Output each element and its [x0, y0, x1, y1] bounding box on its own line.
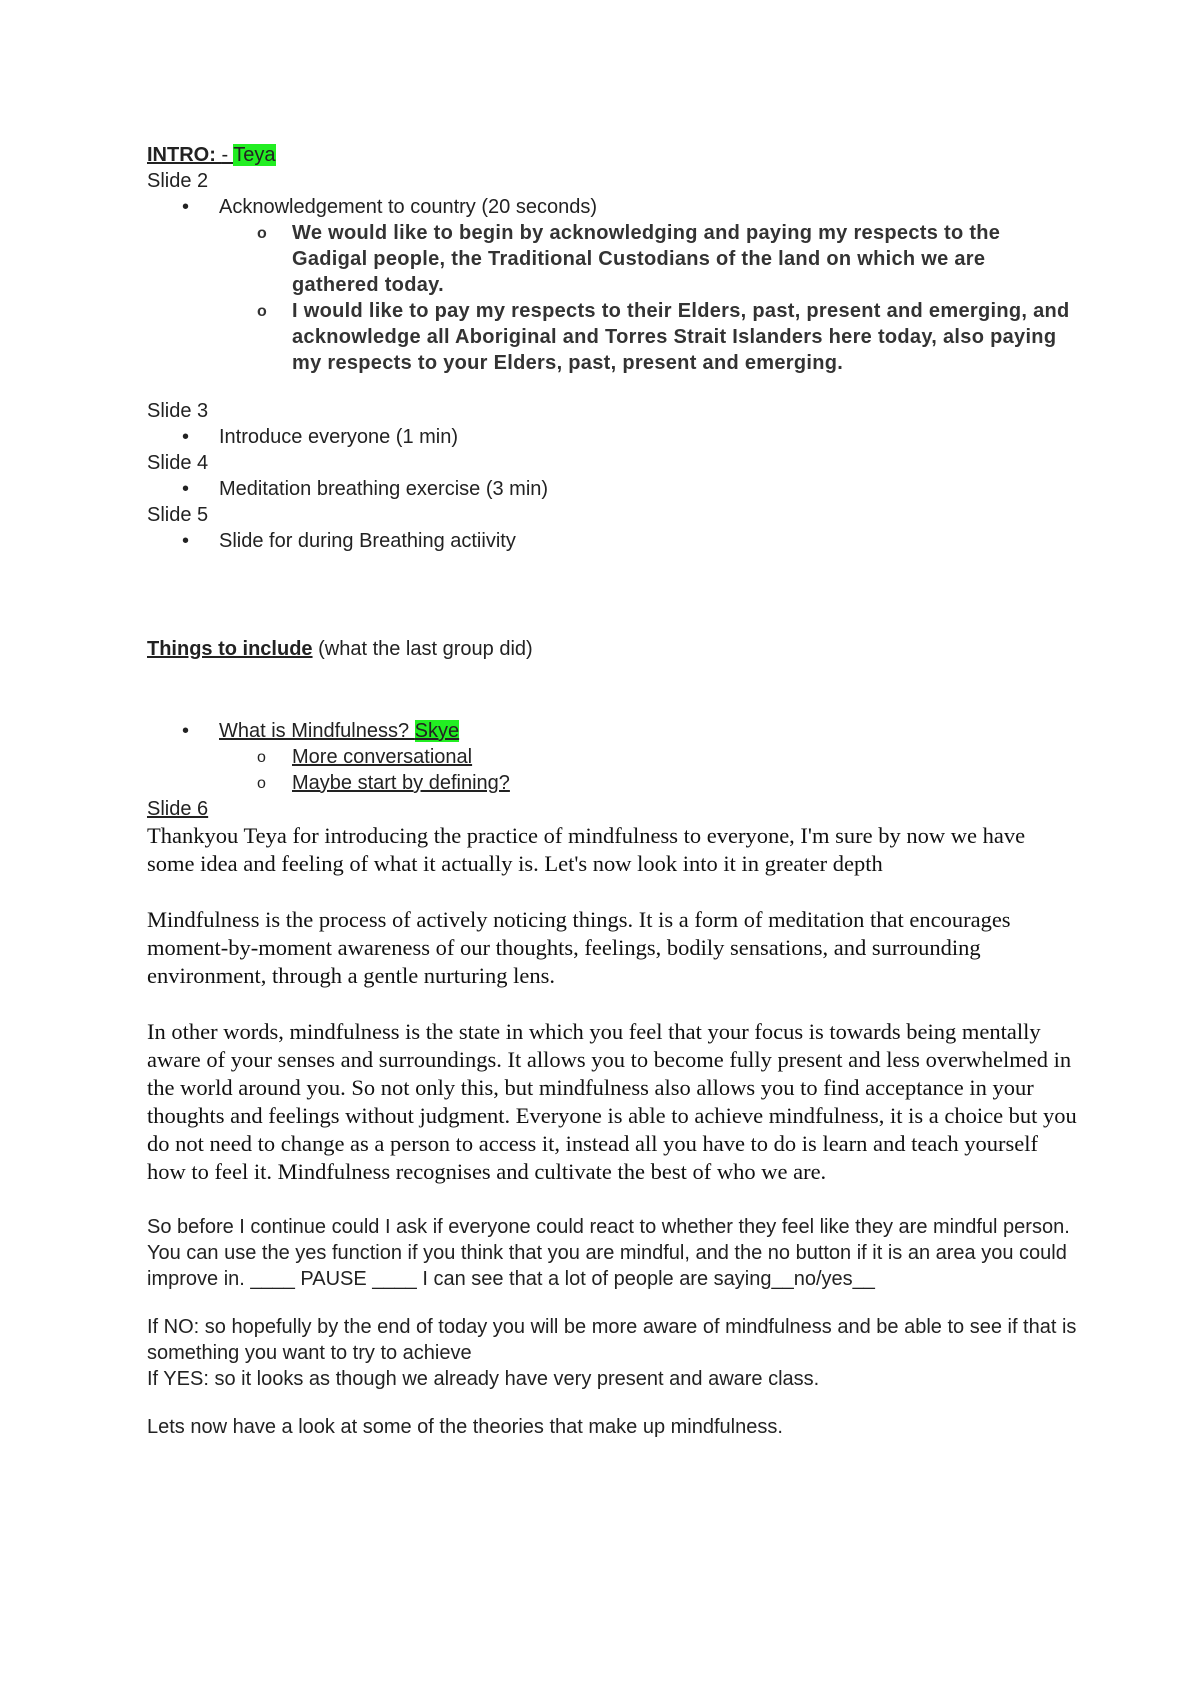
slide-2-bullet-text: Acknowledgement to country (20 seconds) — [219, 196, 597, 218]
slide-6-para-4: So before I continue could I ask if everyone could react to whether they feel like they are mindful person. You can use the yes function if you think that you are mindful, and the no button if it is an area you could improve in. ____ PAUSE ____ I can see that a lot of people are saying__no/yes__ — [147, 1216, 1070, 1290]
circle-bullet-icon: o — [257, 303, 268, 320]
things-note: (what the last group did) — [312, 638, 533, 660]
slide-2-label: Slide 2 — [147, 170, 209, 192]
bullet-icon: • — [182, 720, 190, 742]
slide-5-bullet-text: Slide for during Breathing actiivity — [219, 530, 516, 552]
things-sub-2-text: Maybe start by defining? — [292, 772, 510, 794]
slide-5-label: Slide 5 — [147, 504, 209, 526]
things-presenter: Skye — [414, 720, 460, 742]
slide-6-closing: Lets now have a look at some of the theories that make up mindfulness. — [147, 1416, 783, 1438]
things-sub-1-text: More conversational — [292, 746, 473, 768]
slide-6-para-2: Mindfulness is the process of actively noticing things. It is a form of meditation that encourages moment-by-moment awareness of our thoughts, feelings, bodily sensations, and surrounding environment, through a gentle nurturing lens. — [147, 907, 1011, 988]
circle-bullet-icon: o — [257, 225, 268, 242]
bullet-icon: • — [182, 196, 190, 218]
things-heading: Things to include — [147, 638, 313, 660]
slide-2-sub-1 — [147, 220, 1077, 298]
things-bullet — [147, 718, 1077, 744]
slide-6-if-no: If NO: so hopefully by the end of today you will be more aware of mindfulness and be able to see if that is something you want to try to achieve — [147, 1316, 1077, 1364]
intro-heading-line — [147, 142, 1077, 168]
slide-6-para-3: In other words, mindfulness is the state in which you feel that your focus is towards being mentally aware of your senses and surroundings. It allows you to become fully present and less overwhelmed in the world around you. So not only this, but mindfulness also allows you to find acceptance in your thoughts and feelings without judgment. Everyone is able to achieve mindfulness, it is a choice but you do not need to change as a person to access it, instead all you have to do is learn and teach yourself how to feel it. Mindfulness recognises and cultivate the best of who we are. — [147, 1019, 1077, 1184]
things-bullet-text: What is Mindfulness? — [219, 720, 415, 742]
circle-bullet-icon: o — [257, 749, 266, 766]
slide-2-bullet — [147, 194, 1077, 220]
intro-heading: INTRO: — [147, 144, 222, 166]
bullet-icon: • — [182, 530, 190, 552]
slide-6-if-yes: If YES: so it looks as though we already have very present and aware class. — [147, 1368, 820, 1390]
slide-3-bullet-text: Introduce everyone (1 min) — [219, 426, 459, 448]
slide-2-sub-2-text: I would like to pay my respects to their Elders, past, present and emerging, and acknowledge all Aboriginal and Torres Strait Islanders here today, also paying my respects to your Elders, past, present and emerging. — [292, 300, 1070, 374]
slide-3-label: Slide 3 — [147, 400, 209, 422]
slide-4-bullet — [147, 476, 1077, 502]
bullet-icon: • — [182, 426, 190, 448]
things-heading-line — [147, 636, 1077, 662]
slide-3-bullet — [147, 424, 1077, 450]
slide-5-bullet — [147, 528, 1077, 554]
intro-dash: - — [221, 144, 234, 166]
slide-6-label: Slide 6 — [147, 798, 209, 820]
intro-presenter: Teya — [233, 144, 276, 166]
slide-2-sub-2 — [147, 298, 1077, 376]
things-sub-1 — [147, 744, 1077, 770]
document-page — [147, 142, 1077, 1440]
slide-6-para-1: Thankyou Teya for introducing the practice of mindfulness to everyone, I'm sure by now we have some idea and feeling of what it actually is. Let's now look into it in greater depth — [147, 823, 1026, 876]
slide-4-bullet-text: Meditation breathing exercise (3 min) — [219, 478, 549, 500]
circle-bullet-icon: o — [257, 775, 266, 792]
slide-4-label: Slide 4 — [147, 452, 209, 474]
bullet-icon: • — [182, 478, 190, 500]
things-sub-2 — [147, 770, 1077, 796]
slide-2-sub-1-text: We would like to begin by acknowledging and paying my respects to the Gadigal people, the Traditional Custodians of the land on which we are gathered today. — [292, 222, 1001, 296]
